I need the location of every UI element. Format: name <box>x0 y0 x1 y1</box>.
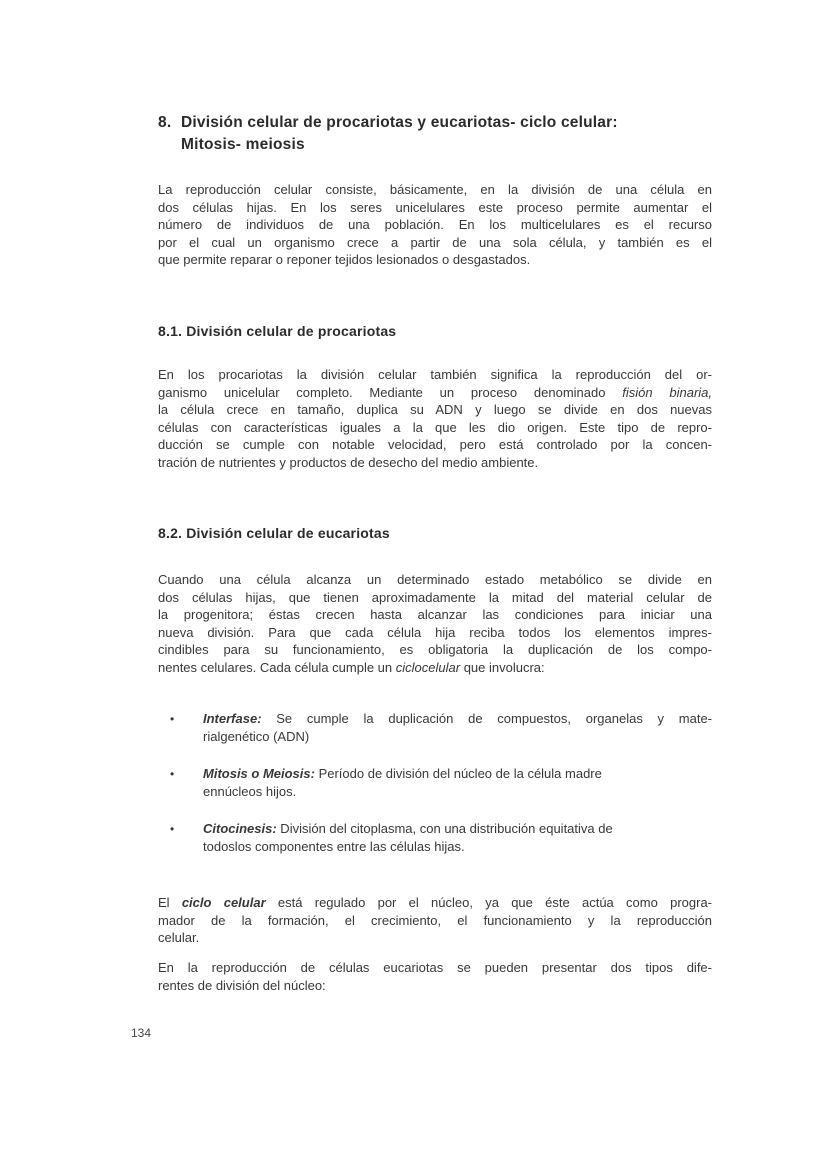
text-segment: está regulado por el núcleo, ya que éste actúa como progra- <box>265 895 713 910</box>
text-line: células con características iguales a la que les dio origen. Este tipo de repro- <box>158 419 712 435</box>
section-8-2-heading: 8.2. División celular de eucariotas <box>158 525 390 541</box>
text-segment-italic: fisión binaria, <box>622 384 712 400</box>
closing-paragraph-ciclo-celular <box>158 894 712 947</box>
text-line <box>203 710 712 728</box>
bullet-icon: • <box>170 712 175 726</box>
text-segment-italic: ciclocelular <box>395 659 461 675</box>
text-line: rentes de división del núcleo: <box>158 977 326 993</box>
bullet-item-citocinesis <box>158 820 712 855</box>
text-line: celular. <box>158 930 200 945</box>
page-title-line-1 <box>158 112 712 134</box>
eucariotas-paragraph <box>158 571 712 676</box>
text-line <box>203 820 712 838</box>
page-number: 134 <box>131 1026 152 1040</box>
bullet-item-interfase <box>158 710 712 745</box>
text-line <box>158 384 712 402</box>
bullet-icon: • <box>170 822 175 836</box>
text-line: ennúcleos hijos. <box>203 783 297 799</box>
text-line: ducción se cumple con notable velocidad, pero está controlado por la concen- <box>158 437 712 452</box>
text-segment: El <box>158 895 182 910</box>
text-line: En la reproducción de células eucariotas se pueden presentar dos tipos dife- <box>158 960 712 975</box>
text-line: La reproducción celular consiste, básicamente, en la división de una célula en <box>158 182 712 197</box>
text-line: dos células hijas. En los seres unicelulares este proceso permite aumentar el <box>158 199 712 215</box>
text-line: En los procariotas la división celular también significa la reproducción del or- <box>158 367 712 382</box>
text-line: rialgenético (ADN) <box>203 728 310 744</box>
text-line: que permite reparar o reponer tejidos lesionados o desgastados. <box>158 252 531 267</box>
intro-paragraph <box>158 181 712 269</box>
text-line <box>158 894 712 912</box>
text-line: cindibles para su funcionamiento, es obligatoria la duplicación de los compo- <box>158 642 712 657</box>
page-title-text: División celular de procariotas y eucariotas- ciclo celular: <box>181 114 618 131</box>
text-line: Cuando una célula alcanza un determinado estado metabólico se divide en <box>158 572 712 587</box>
chapter-number: 8. <box>158 114 172 131</box>
bullet-icon: • <box>170 767 175 781</box>
text-segment: que involucra: <box>460 659 545 675</box>
section-8-1-heading: 8.1. División celular de procariotas <box>158 323 397 339</box>
text-line <box>203 765 712 783</box>
text-segment-bold-italic: ciclo celular <box>181 895 266 910</box>
text-line: nueva división. Para que cada célula hija reciba todos los elementos impres- <box>158 624 712 640</box>
text-segment: ganismo unicelular completo. Mediante un proceso denominado <box>158 384 623 400</box>
page-title-line-2: Mitosis- meiosis <box>181 136 305 153</box>
text-segment: Se cumple la duplicación de compuestos, organelas y mate- <box>261 711 712 726</box>
text-segment: División del citoplasma, con una distribución equitativa de <box>276 821 613 836</box>
text-line: por el cual un organismo crece a partir de una sola célula, y también es el <box>158 234 712 250</box>
bullet-term: Mitosis o Meiosis: <box>203 766 315 781</box>
text-line: todoslos componentes entre las células hijas. <box>203 838 465 854</box>
text-line: mador de la formación, el crecimiento, el funcionamiento y la reproducción <box>158 912 712 928</box>
page-title <box>158 112 712 156</box>
bullet-term: Citocinesis: <box>203 821 277 836</box>
text-line: tración de nutrientes y productos de desecho del medio ambiente. <box>158 454 539 470</box>
text-line: la célula crece en tamaño, duplica su ADN y luego se divide en dos nuevas <box>158 402 712 417</box>
text-segment: Período de división del núcleo de la célula madre <box>314 766 602 781</box>
bullet-item-mitosis-meiosis <box>158 765 712 800</box>
bullet-term: Interfase: <box>203 711 262 726</box>
closing-paragraph-tipos-division <box>158 959 712 994</box>
text-line <box>158 659 712 677</box>
procariotas-paragraph <box>158 366 712 471</box>
text-line: dos células hijas, que tienen aproximadamente la mitad del material celular de <box>158 589 712 605</box>
text-line: número de individuos de una población. En los multicelulares es el recurso <box>158 217 712 232</box>
text-line: la progenitora; éstas crecen hasta alcanzar las condiciones para iniciar una <box>158 607 712 622</box>
text-segment: nentes celulares. Cada célula cumple un <box>158 659 396 675</box>
